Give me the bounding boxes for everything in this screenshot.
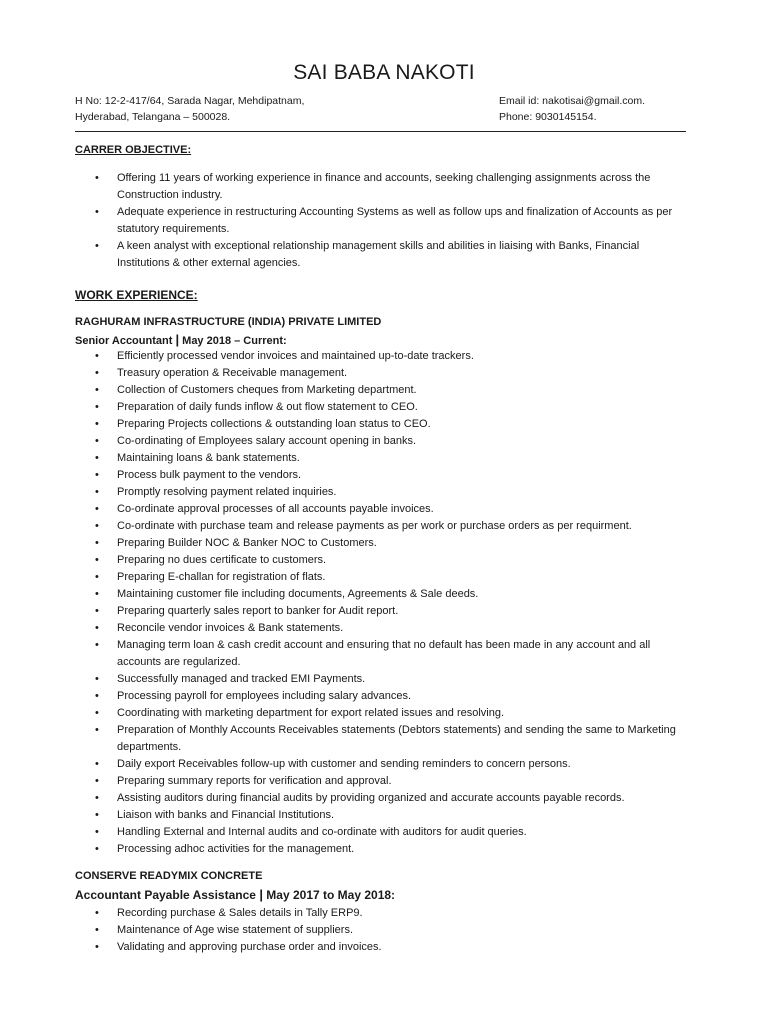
job-period: May 2017 to May 2018: bbox=[266, 888, 396, 902]
list-item: • Maintenance of Age wise statement of suppliers. bbox=[75, 922, 692, 939]
list-item: • Efficiently processed vendor invoices and maintained up-to-date trackers. bbox=[75, 348, 692, 365]
contact-block bbox=[499, 93, 645, 125]
address-line-2: Hyderabad, Telangana – 500028. bbox=[75, 111, 231, 123]
list-item: • Handling External and Internal audits and co-ordinate with auditors for audit queries. bbox=[75, 824, 692, 841]
list-item: • Adequate experience in restructuring Accounting Systems as well as follow ups and finalization of Accounts as per statutory requirements. bbox=[75, 204, 692, 238]
objective-heading: CARRER OBJECTIVE: bbox=[75, 144, 192, 156]
list-item: • Co-ordinate approval processes of all accounts payable invoices. bbox=[75, 501, 692, 518]
list-item: • Processing adhoc activities for the management. bbox=[75, 841, 692, 858]
list-item: • Assisting auditors during financial audits by providing organized and accurate accounts payable records. bbox=[75, 790, 692, 807]
list-item: • Liaison with banks and Financial Institutions. bbox=[75, 807, 692, 824]
objective-list bbox=[75, 170, 692, 272]
header-divider bbox=[75, 131, 686, 132]
list-item: • Treasury operation & Receivable management. bbox=[75, 365, 692, 382]
list-item: • Reconcile vendor invoices & Bank statements. bbox=[75, 620, 692, 637]
list-item: • Preparing quarterly sales report to banker for Audit report. bbox=[75, 603, 692, 620]
job-role bbox=[75, 887, 395, 902]
address-line-1: H No: 12-2-417/64, Sarada Nagar, Mehdipatnam, bbox=[75, 95, 305, 107]
company-name: RAGHURAM INFRASTRUCTURE (INDIA) PRIVATE LIMITED bbox=[75, 316, 382, 328]
company-name: CONSERVE READYMIX CONCRETE bbox=[75, 870, 263, 882]
role-separator: | bbox=[259, 887, 263, 902]
list-item: • Co-ordinating of Employees salary account opening in banks. bbox=[75, 433, 692, 450]
list-item: • Promptly resolving payment related inquiries. bbox=[75, 484, 692, 501]
list-item: • Offering 11 years of working experience in finance and accounts, seeking challenging assignments across the Construction industry. bbox=[75, 170, 692, 204]
list-item: • Preparing Builder NOC & Banker NOC to Customers. bbox=[75, 535, 692, 552]
list-item: • Maintaining loans & bank statements. bbox=[75, 450, 692, 467]
list-item: • Processing payroll for employees including salary advances. bbox=[75, 688, 692, 705]
list-item: • Daily export Receivables follow-up with customer and sending reminders to concern persons. bbox=[75, 756, 692, 773]
list-item: • Preparing Projects collections & outstanding loan status to CEO. bbox=[75, 416, 692, 433]
list-item: • Maintaining customer file including documents, Agreements & Sale deeds. bbox=[75, 586, 692, 603]
list-item: • Co-ordinate with purchase team and release payments as per work or purchase orders as per requirment. bbox=[75, 518, 692, 535]
job-duties-list bbox=[75, 905, 692, 956]
list-item: • Preparing E-challan for registration of flats. bbox=[75, 569, 692, 586]
list-item: • Preparation of daily funds inflow & out flow statement to CEO. bbox=[75, 399, 692, 416]
job-title: Senior Accountant bbox=[75, 335, 173, 347]
work-experience-heading: WORK EXPERIENCE: bbox=[75, 288, 198, 302]
role-separator: | bbox=[175, 332, 180, 347]
address-block bbox=[75, 93, 304, 125]
list-item: • Managing term loan & cash credit account and ensuring that no default has been made in any account and all accounts are regularized. bbox=[75, 637, 692, 671]
list-item: • Process bulk payment to the vendors. bbox=[75, 467, 692, 484]
list-item: • Preparation of Monthly Accounts Receivables statements (Debtors statements) and sending the same to Marketing departments. bbox=[75, 722, 692, 756]
email-text: Email id: nakotisai@gmail.com. bbox=[499, 95, 646, 107]
job-role bbox=[75, 332, 287, 347]
candidate-name: SAI BABA NAKOTI bbox=[293, 61, 475, 84]
list-item: • A keen analyst with exceptional relationship management skills and abilities in liaising with Banks, Financial Institutions & other external agencies. bbox=[75, 238, 692, 272]
phone-text: Phone: 9030145154. bbox=[499, 111, 597, 123]
list-item: • Coordinating with marketing department for export related issues and resolving. bbox=[75, 705, 692, 722]
list-item: • Preparing no dues certificate to customers. bbox=[75, 552, 692, 569]
job-duties-list bbox=[75, 348, 692, 858]
list-item: • Successfully managed and tracked EMI Payments. bbox=[75, 671, 692, 688]
job-period: May 2018 – Current: bbox=[182, 335, 287, 347]
job-title: Accountant Payable Assistance bbox=[75, 888, 256, 902]
list-item: • Collection of Customers cheques from Marketing department. bbox=[75, 382, 692, 399]
list-item: • Validating and approving purchase order and invoices. bbox=[75, 939, 692, 956]
list-item: • Recording purchase & Sales details in Tally ERP9. bbox=[75, 905, 692, 922]
list-item: • Preparing summary reports for verification and approval. bbox=[75, 773, 692, 790]
